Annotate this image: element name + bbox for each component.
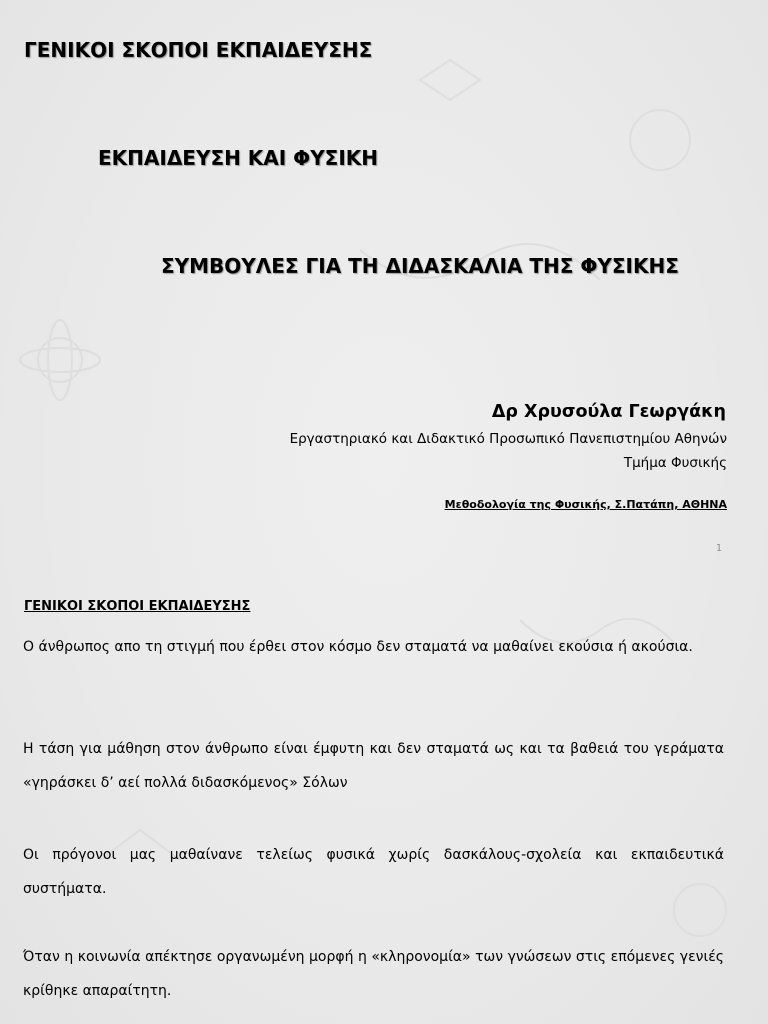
paragraph-innate-learning: Η τάση για μάθηση στον άνθρωπο είναι έμφυτη και δεν σταματά ως και τα βαθειά του γεράματα «γηράσκει δ’ αεί πολλά διδασκόμενος» Σόλων — [23, 741, 724, 791]
slide-heading-education-physics: ΕΚΠΑΙΔΕΥΣΗ ΚΑΙ ΦΥΣΙΚΗ — [98, 146, 379, 170]
author-name: Δρ Χρυσούλα Γεωργάκη — [491, 402, 726, 422]
slide-heading-general-goals: ΓΕΝΙΚΟΙ ΣΚΟΠΟΙ ΕΚΠΑΙΔΕΥΣΗΣ — [24, 38, 373, 62]
paragraph-ancestors: Οι πρόγονοι μας μαθαίνανε τελείως φυσικά χωρίς δασκάλους-σχολεία και εκπαιδευτικά συστήματα. — [23, 847, 724, 897]
section-title: ΓΕΝΙΚΟΙ ΣΚΟΠΟΙ ΕΚΠΑΙΔΕΥΣΗΣ — [24, 599, 251, 614]
paragraph-society: Όταν η κοινωνία απέκτησε οργανωμένη μορφή η «κληρονομία» των γνώσεων στις επόμενες γενιές κρίθηκε απαραίτητη. — [23, 949, 724, 999]
course-reference: Μεθοδολογία της Φυσικής, Σ.Πατάπη, ΑΘΗΝΑ — [444, 498, 727, 511]
slide-heading-teaching-advice: ΣΥΜΒΟΥΛΕΣ ΓΙΑ ΤΗ ΔΙΔΑΣΚΑΛΙΑ ΤΗΣ ΦΥΣΙΚΗΣ — [161, 254, 679, 278]
page-number: 1 — [715, 543, 722, 554]
affiliation-university: Εργαστηριακό και Διδακτικό Προσωπικό Πανεπιστημίου Αθηνών — [289, 431, 727, 447]
paragraph-learning: Ο άνθρωπος απο τη στιγμή που έρθει στον κόσμο δεν σταματά να μαθαίνει εκούσια ή ακούσια. — [23, 639, 693, 655]
affiliation-department: Τμήμα Φυσικής — [623, 455, 727, 471]
